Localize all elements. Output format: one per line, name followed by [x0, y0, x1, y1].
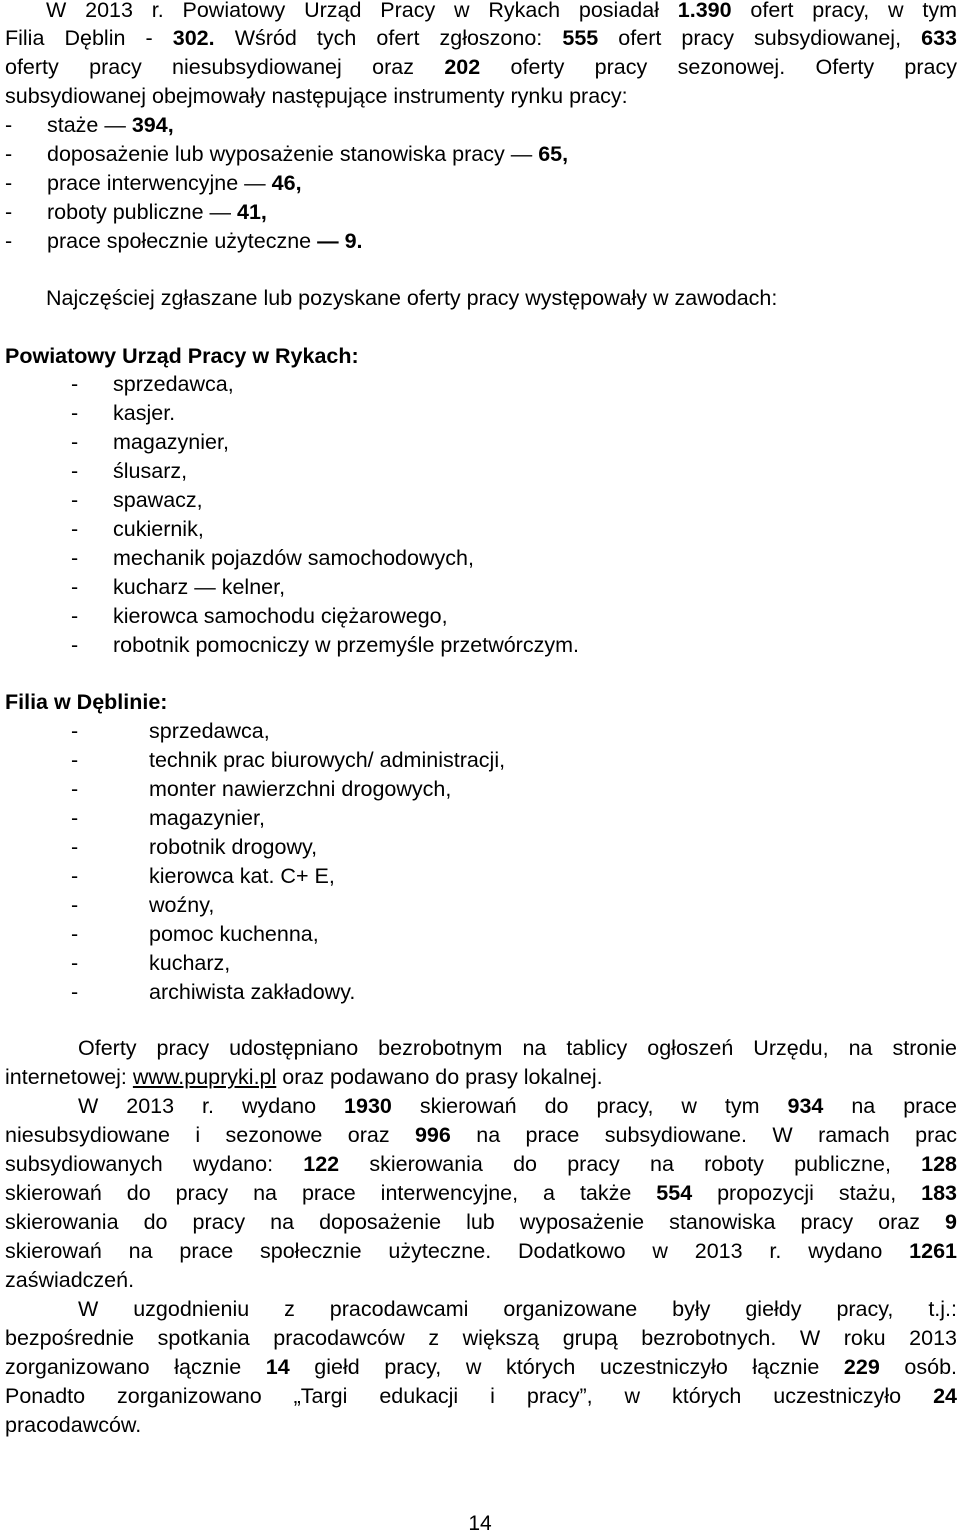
fairs-line-5: pracodawców.: [5, 1413, 142, 1437]
fairs-line-2: bezpośrednie spotkania pracodawców z większą grupą bezrobotnych. W roku 2013: [5, 1326, 957, 1350]
page-number: 14: [468, 1512, 492, 1535]
list-item: - ślusarz,: [71, 459, 188, 483]
list-item: - prace społecznie użyteczne — 9.: [5, 229, 363, 253]
list-item: - cukiernik,: [71, 517, 204, 541]
intro-line-2: Filia Dęblin - 302. Wśród tych ofert zgłoszono: 555 ofert pracy subsydiowanej, 633: [5, 26, 958, 50]
referrals-line-3: subsydiowanych wydano: 122 skierowania do pracy na roboty publiczne, 128: [5, 1152, 958, 1176]
list-item: - pomoc kuchenna,: [71, 922, 319, 946]
referrals-line-1: W 2013 r. wydano 1930 skierowań do pracy, w tym 934 na prace: [78, 1094, 957, 1118]
website-link[interactable]: www.pupryki.pl: [132, 1065, 277, 1089]
fairs-line-3: zorganizowano łącznie 14 giełd pracy, w których uczestniczyło łącznie 229 osób.: [5, 1355, 957, 1379]
referrals-line-4: skierowań do pracy na prace interwencyjne, a także 554 propozycji stażu, 183: [5, 1181, 958, 1205]
list-item: - woźny,: [71, 893, 215, 917]
list-item: - technik prac biurowych/ administracji,: [71, 748, 506, 772]
list-item: - spawacz,: [71, 488, 203, 512]
list-item: - magazynier,: [71, 806, 265, 830]
list-item: - mechanik pojazdów samochodowych,: [71, 546, 474, 570]
list-item: - prace interwencyjne — 46,: [5, 171, 302, 195]
list-item: - roboty publiczne — 41,: [5, 200, 267, 224]
referrals-line-5: skierowania do pracy na doposażenie lub wyposażenie stanowiska pracy oraz 9: [5, 1210, 957, 1234]
offers-line-1: Oferty pracy udostępniano bezrobotnym na tablicy ogłoszeń Urzędu, na stronie: [78, 1036, 957, 1060]
referrals-line-6: skierowań na prace społecznie użyteczne. Dodatkowo w 2013 r. wydano 1261: [5, 1239, 957, 1263]
list-item: - kucharz,: [71, 951, 231, 975]
intro-line-4: subsydiowanej obejmowały następujące instrumenty rynku pracy:: [5, 84, 628, 108]
list-item: - monter nawierzchni drogowych,: [71, 777, 452, 801]
list-item: - archiwista zakładowy.: [71, 980, 356, 1004]
intro-line-3: oferty pracy niesubsydiowanej oraz 202 oferty pracy sezonowej. Oferty pracy: [5, 55, 957, 79]
list-item: - kucharz — kelner,: [71, 575, 286, 599]
list-item: - kasjer.: [71, 401, 176, 425]
referrals-line-2: niesubsydiowane i sezonowe oraz 996 na prace subsydiowane. W ramach prac: [5, 1123, 957, 1147]
section-heading-rykach: Powiatowy Urząd Pracy w Rykach:: [5, 344, 359, 368]
offers-line-2: internetowej: www.pupryki.pl oraz podawano do prasy lokalnej.: [5, 1065, 603, 1089]
list-item: - sprzedawca,: [71, 372, 234, 396]
list-item: - staże — 394,: [5, 113, 174, 137]
list-item: - robotnik pomocniczy w przemyśle przetwórczym.: [71, 633, 579, 657]
list-item: - kierowca kat. C+ E,: [71, 864, 335, 888]
fairs-line-1: W uzgodnieniu z pracodawcami organizowane były giełdy pracy, t.j.:: [78, 1297, 957, 1321]
fairs-line-4: Ponadto zorganizowano „Targi edukacji i pracy”, w których uczestniczyło 24: [5, 1384, 957, 1408]
section-heading-deblin: Filia w Dęblinie:: [5, 690, 168, 714]
list-item: - magazynier,: [71, 430, 229, 454]
referrals-line-7: zaświadczeń.: [5, 1268, 135, 1292]
list-item: - doposażenie lub wyposażenie stanowiska pracy — 65,: [5, 142, 569, 166]
list-item: - kierowca samochodu ciężarowego,: [71, 604, 448, 628]
list-item: - sprzedawca,: [71, 719, 270, 743]
list-item: - robotnik drogowy,: [71, 835, 318, 859]
intro-line-1: W 2013 r. Powiatowy Urząd Pracy w Rykach posiadał 1.390 ofert pracy, w tym: [46, 0, 958, 22]
most-common-sentence: Najczęściej zgłaszane lub pozyskane oferty pracy występowały w zawodach:: [46, 286, 778, 310]
